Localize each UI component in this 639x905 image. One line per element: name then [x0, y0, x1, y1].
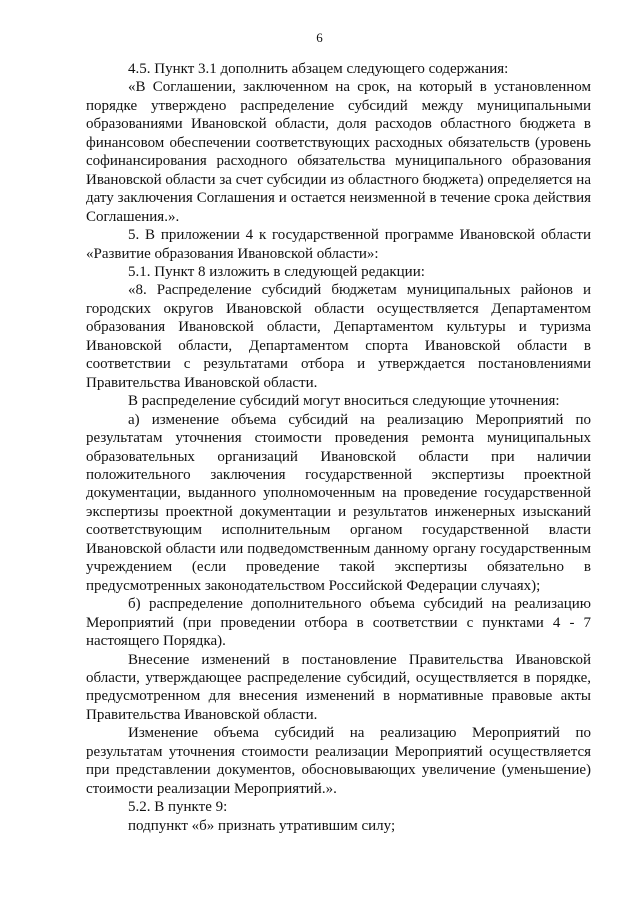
paragraph-8-text: «8. Распределение субсидий бюджетам муниципальных районов и городских округов Ивановской области осуществляется Департаментом образования Ивановской области, Департаментом культуры и туризма Ивановской области, Департаментом спорта Ивановской области в соответствии с результатами отбора и утверждается постановлениями Правительства Ивановской области.: [86, 282, 591, 391]
paragraph-volume-change: Изменение объема субсидий на реализацию Мероприятий по результатам уточнения стоимости реализации Мероприятий осуществляется при представлении документов, обосновывающих увеличение (уменьшение) стоимости реализации Мероприятий.».: [86, 725, 591, 797]
paragraph-4-5-text: «В Соглашении, заключенном на срок, на который в установленном порядке утверждено распределение субсидий между муниципальными образованиями Ивановской области, доля расходов областного бюджета в финансовом обеспечении соответствующих расходных обязательств (уровень софинансирования расходного обязательства муниципального образования Ивановской области за счет субсидии из областного бюджета) определяется на дату заключения Соглашения и остается неизменной в течение срока действия Соглашения.».: [86, 79, 591, 225]
document-body: [86, 60, 591, 835]
paragraph-clarification-a: а) изменение объема субсидий на реализацию Мероприятий по результатам уточнения стоимости проведения ремонта муниципальных образовательных организаций Ивановской области при наличии положительного заключения государственной экспертизы проектной документации, выданного уполномоченным на проведение государственной экспертизы проектной документации и результатов инженерных изысканий соответствующим исполнительным органом государственной власти Ивановской области или подведомственным данному органу государственным учреждением (если проведение такой экспертизы обязательно в предусмотренных законодательством Российской Федерации случаях);: [86, 411, 591, 594]
paragraph-clarifications-intro: В распределение субсидий могут вноситься следующие уточнения:: [128, 393, 560, 410]
paragraph-subclause-b: подпункт «б» признать утратившим силу;: [128, 817, 396, 834]
paragraph-clarification-b: б) распределение дополнительного объема субсидий на реализацию Мероприятий (при проведении отбора в соответствии с пунктами 4 - 7 настоящего Порядка).: [86, 596, 591, 650]
paragraph-5-heading: 5. В приложении 4 к государственной программе Ивановской области «Развитие образования Ивановской области»:: [86, 227, 591, 262]
paragraph-4-5-heading: 4.5. Пункт 3.1 дополнить абзацем следующего содержания:: [128, 61, 509, 77]
paragraph-5-2-heading: 5.2. В пункте 9:: [128, 799, 228, 816]
paragraph-amendments: Внесение изменений в постановление Правительства Ивановской области, утверждающее распределение субсидий, осуществляется в порядке, предусмотренном для внесения изменений в нормативные правовые акты Правительства Ивановской области.: [86, 651, 591, 723]
page-number: 6: [316, 30, 323, 45]
paragraph-5-1-heading: 5.1. Пункт 8 изложить в следующей редакции:: [128, 263, 425, 280]
